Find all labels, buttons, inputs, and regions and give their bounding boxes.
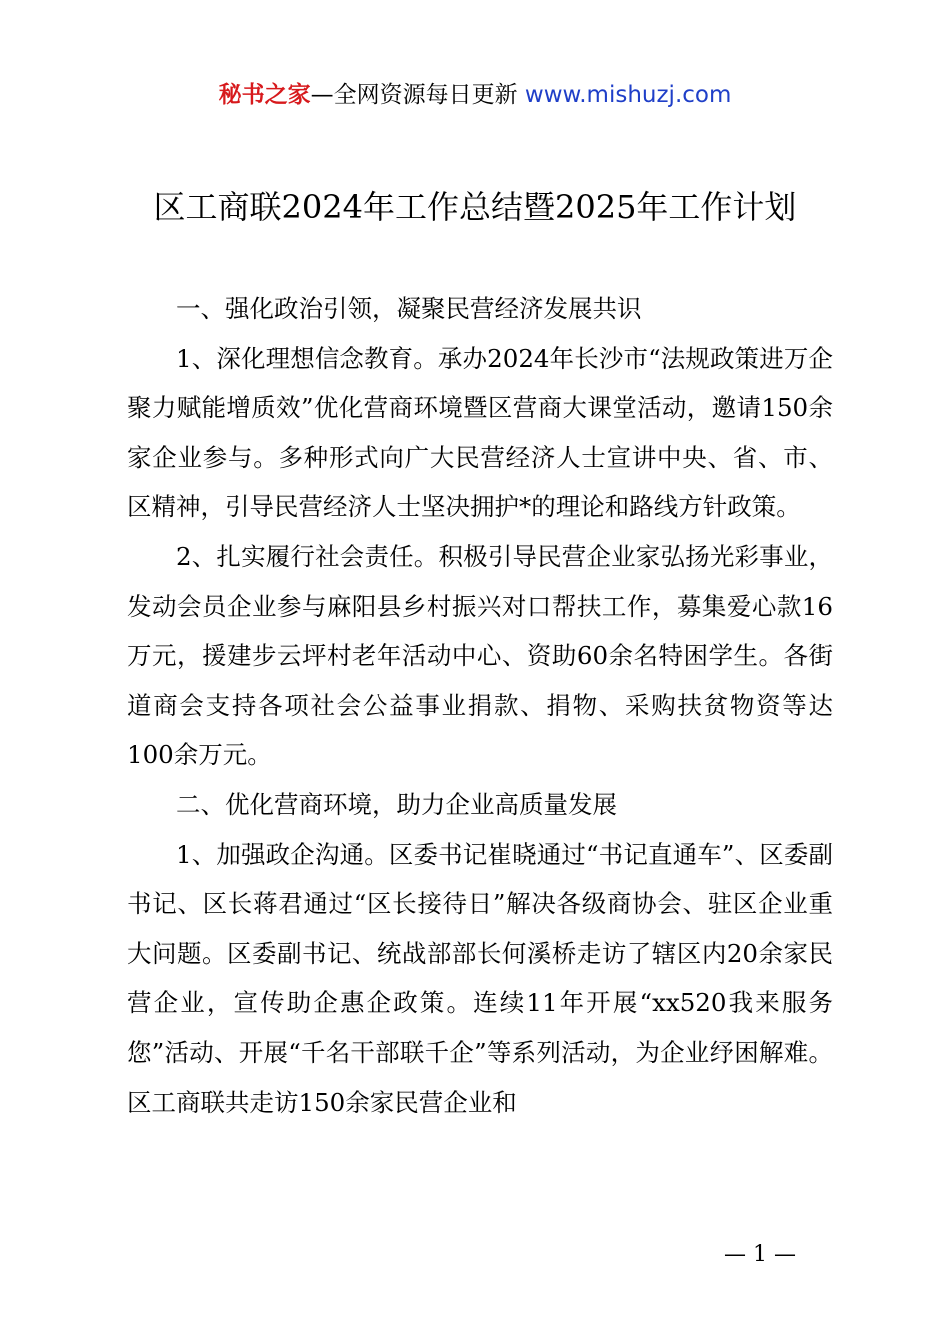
site-header (0, 78, 950, 112)
document-title: 区工商联2024年工作总结暨2025年工作计划 (153, 188, 797, 226)
site-url-link[interactable]: www.mishuzj.com (524, 82, 732, 108)
section-heading-2: 二、优化营商环境，助力企业高质量发展 (176, 789, 617, 819)
site-tagline: —全网资源每日更新 (310, 82, 518, 108)
section-heading-1: 一、强化政治引领，凝聚民营经济发展共识 (176, 294, 642, 323)
body-paragraph: 2、扎实履行社会责任。积极引导民营企业家弘扬光彩事业，发动会员企业参与麻阳县乡村振兴对口帮扶工作，募集爱心款16万元，援建步云坪村老年活动中心、资助60余名特困学生。各街道商会支持各项社会公益事业捐款、捐物、采购扶贫物资等达100余万元。 (127, 541, 833, 770)
document-body (127, 284, 833, 1127)
body-paragraph: 1、深化理想信念教育。承办2024年长沙市“法规政策进万企聚力赋能增质效”优化营商环境暨区营商大课堂活动，邀请150余家企业参与。多种形式向广大民营经济人士宣讲中央、省、市、区精神，引导民营经济人士坚决拥护*的理论和路线方针政策。 (127, 343, 833, 522)
page-number: — 1 — (724, 1242, 796, 1267)
site-brand: 秘书之家 (218, 82, 311, 108)
body-paragraph: 1、加强政企沟通。区委书记崔晓通过“书记直通车”、区委副书记、区长蒋君通过“区长接待日”解决各级商协会、驻区企业重大问题。区委副书记、统战部部长何溪桥走访了辖区内20余家民营企业，宣传助企惠企政策。连续11年开展“xx520我来服务您”活动、开展“千名干部联千企”等系列活动，为企业纾困解难。区工商联共走访150余家民营企业和 (127, 839, 833, 1117)
